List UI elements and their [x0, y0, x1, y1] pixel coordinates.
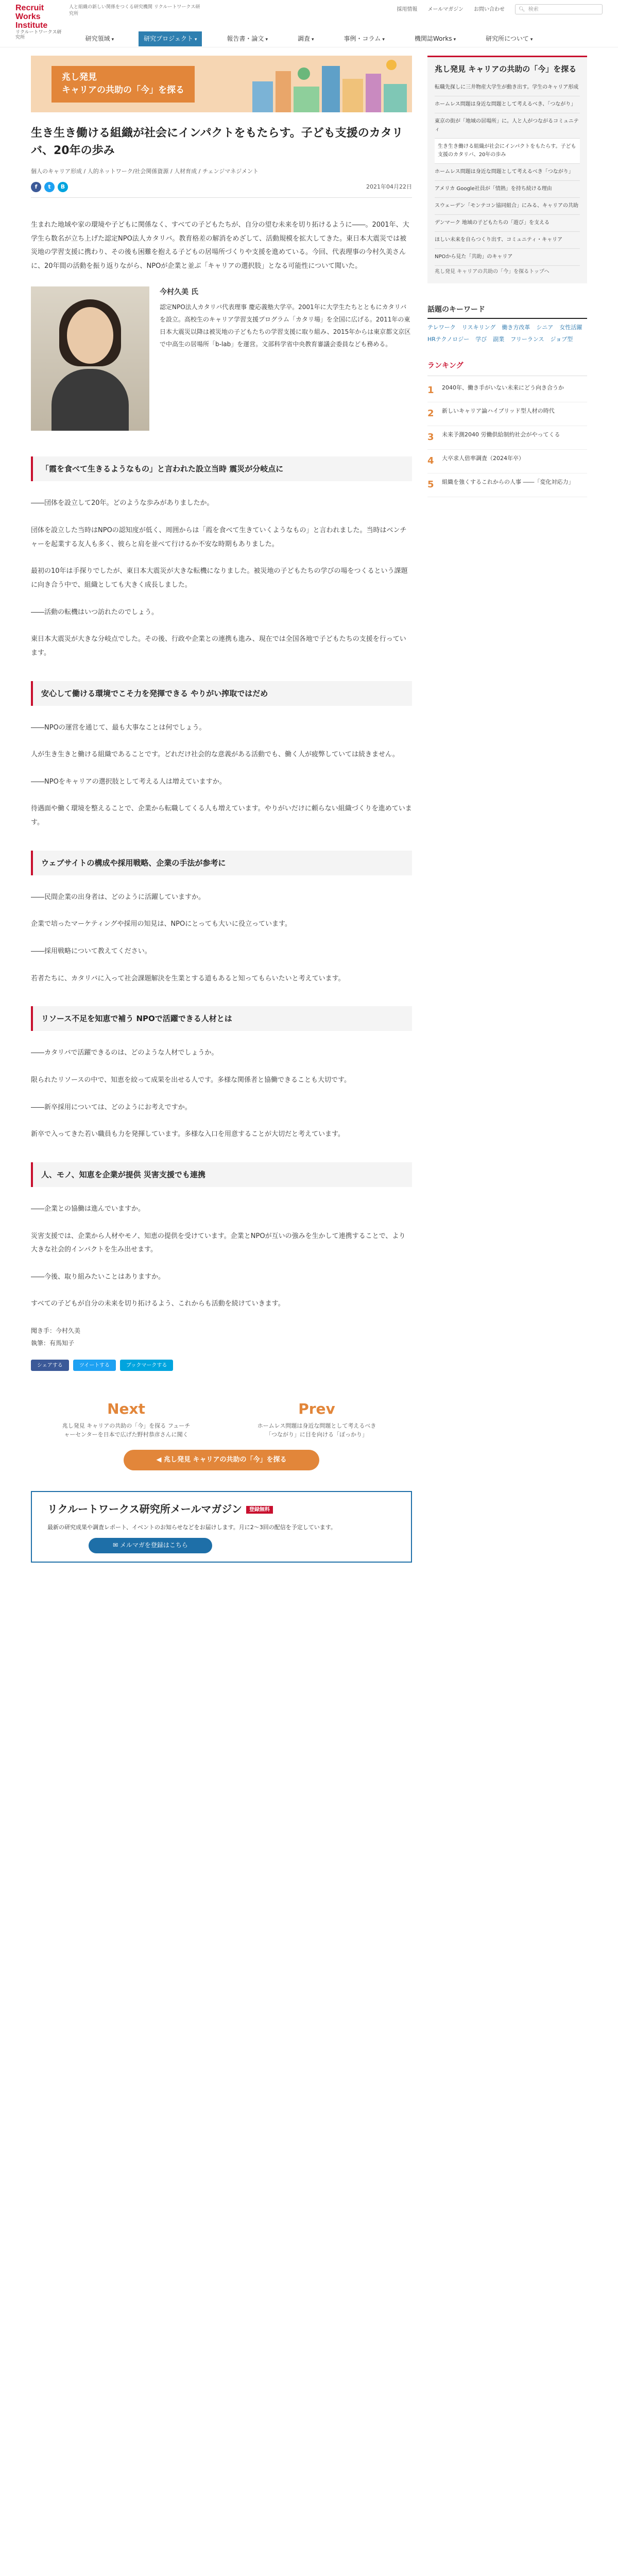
ranking-item[interactable] — [427, 426, 587, 450]
nav-item[interactable] — [480, 31, 538, 46]
series-box-title: 兆し発見 キャリアの共助の「今」を探る — [435, 64, 577, 74]
prev-article-link[interactable] — [252, 1397, 381, 1439]
interviewee-photo — [31, 286, 149, 431]
ranking-text: 大卒求人倍率調査（2024年卒） — [442, 454, 524, 462]
publish-date: 2021年04月22日 — [366, 183, 412, 190]
ranking-number: 1 — [427, 384, 434, 396]
logo-sub: リクルートワークス研究所 — [15, 29, 62, 40]
interviewer: 聞き手：今村久美 — [31, 1327, 81, 1335]
paragraph: 新卒で入ってきた若い職員も力を発揮しています。多様な入口を用意することが大切だと考えています。 — [31, 1130, 345, 1139]
chevron-down-icon: ▾ — [530, 37, 533, 43]
search-input[interactable] — [515, 4, 603, 14]
series-banner[interactable] — [31, 56, 412, 112]
tagline: 人と組織の新しい関係をつくる研究機関 リクルートワークス研究所 — [69, 5, 200, 16]
banner-line2: キャリアの共助の「今」を探る — [62, 85, 184, 95]
chevron-down-icon: ▾ — [111, 37, 114, 43]
ranking-item[interactable] — [427, 402, 587, 426]
profile-name: 今村久美 氏 — [160, 288, 198, 297]
keyword-link[interactable]: テレワーク — [427, 324, 456, 331]
section-heading: 安心して働ける環境でこそ力を発揮できる やりがい搾取ではだめ — [31, 681, 412, 706]
ranking-number: 5 — [427, 479, 434, 490]
article-main — [31, 56, 412, 1583]
paragraph: ――NPOの運営を通じて、最も大事なことは何でしょう。 — [31, 723, 206, 732]
paragraph: 団体を設立した当時はNPOの認知度が低く、周囲からは「霞を食べて生きていくようなもの」と言われました。当時はベンチャーを起業する友人も多く、彼らと肩を並べて行けるか不安な時期もありました。 — [31, 527, 407, 548]
byline — [31, 1325, 412, 1349]
hatena-share-button[interactable]: ブックマークする — [120, 1360, 173, 1371]
chevron-down-icon: ▾ — [311, 37, 314, 43]
keyword-link[interactable]: 働き方改革 — [502, 324, 530, 331]
mailmagazine-link[interactable]: メールマガジン — [427, 6, 464, 12]
ranking-number: 4 — [427, 455, 434, 466]
series-item[interactable]: ホームレス問題は身近な問題として考えるべき、「つながり」 — [435, 96, 580, 113]
contact-link[interactable]: お問い合わせ — [474, 6, 505, 12]
mag-badge: 登録無料 — [246, 1506, 273, 1514]
keyword-link[interactable]: 副業 — [493, 336, 505, 343]
twitter-share-button[interactable]: ツイートする — [73, 1360, 116, 1371]
keyword-link[interactable]: リスキリング — [461, 324, 496, 331]
logo-line3: Institute — [15, 21, 48, 30]
mag-button-label: メルマガを登録はこちら — [119, 1541, 188, 1549]
main-nav — [0, 31, 618, 47]
ranking-text: 新しいキャリア論ハイブリッド型人材の時代 — [442, 408, 555, 415]
paragraph: ――NPOをキャリアの選択肢として考える人は増えていますか。 — [31, 777, 226, 786]
facebook-icon[interactable]: f — [31, 182, 41, 192]
back-to-series-button[interactable] — [124, 1450, 319, 1470]
series-item[interactable]: 東京の街が「地域の居場所」に。人と人がつながるコミュニティ — [435, 113, 580, 139]
ranking-text: 組織を強くするこれからの人事 ――「変化対応力」 — [442, 478, 574, 485]
profile-text: 認定NPO法人カタリバ代表理事 慶応義塾大学卒。2001年に大学生たちとともにカタリバを設立。高校生のキャリア学習支援プログラム「カタリ場」を全国に広げる。2011年の東日本大震災以降は被災地の子どもたちの学習支援に取り組み、2015年からは東京都文京区で中高生の居場所「b-lab」を運営。文部科学省中央教育審議会委員なども務める。 — [160, 303, 411, 348]
category-tags: 個人のキャリア形成 / 人的ネットワーク/社会関係資源 / 人材育成 / チェンジマネジメント — [31, 168, 259, 175]
paragraph: 最初の10年は手探りでしたが、東日本大震災が大きな転機になりました。被災地の子どもたちの学びの場をつくるという課題に向き合う中で、組織としても大きく成長しました。 — [31, 567, 408, 589]
article-body — [31, 456, 412, 1311]
series-item[interactable]: 転職先探しに三井物産大学生が動き出す。学生のキャリア形成 — [435, 79, 580, 96]
keyword-link[interactable]: 女性活躍 — [559, 324, 582, 331]
prev-text: ホームレス問題は身近な問題として考えるべき「つながり」に目を向ける「ぽっかり」 — [257, 1422, 376, 1438]
keyword-link[interactable]: 学び — [475, 336, 487, 343]
divider — [31, 197, 412, 198]
series-more-link[interactable]: 兆し発見 キャリアの共助の「今」を探るトップへ — [435, 268, 550, 275]
nav-item[interactable] — [409, 31, 461, 46]
paragraph: ――採用戦略について教えてください。 — [31, 947, 151, 956]
nav-item-label: 研究所について — [486, 35, 529, 43]
paragraph: 限られたリソースの中で、知恵を絞って成果を出せる人です。多様な関係者と協働できることも大切です。 — [31, 1076, 351, 1084]
recruit-link[interactable]: 採用情報 — [397, 6, 418, 12]
nav-item-label: 研究領域 — [85, 35, 110, 43]
logo-line1: Recruit — [15, 4, 44, 12]
prev-label: Prev — [298, 1400, 335, 1418]
chevron-down-icon: ▾ — [453, 37, 456, 43]
nav-item-label: 調査 — [297, 35, 310, 43]
article-intro: 生まれた地域や家の環境や子どもに関係なく、すべての子どもたちが、自分の望む未来を切り拓けるように――。2001年、大学生ら数名が立ち上げた認定NPO法人カタリバ。教育格差の解消をめざして、活動規模を拡大してきた。東日本大震災では被災地の学習支援に携わり、その後も困難を抱える子どもの居場所づくりや支援を進めている。今回、代表理事の今村久美さんに、20年間の活動を振り返りながら、NPOが企業と並ぶ「キャリアの選択肢」となる可能性について聞いた。 — [31, 221, 409, 270]
ranking-text: 未来予測2040 労働供給制約社会がやってくる — [442, 431, 560, 438]
paragraph: ――活動の転機はいつ訪れたのでしょう。 — [31, 608, 159, 616]
next-label: Next — [107, 1400, 145, 1418]
ranking-item[interactable] — [427, 473, 587, 497]
paragraph: すべての子どもが自分の未来を切り拓けるよう、これからも活動を続けていきます。 — [31, 1300, 285, 1308]
twitter-icon[interactable]: t — [44, 182, 55, 192]
nav-item[interactable] — [293, 31, 319, 46]
sidebar — [427, 56, 587, 1583]
back-label: 兆し発見 キャリアの共助の「今」を探る — [164, 1455, 287, 1464]
series-box — [427, 56, 587, 283]
article-title: 生き生き働ける組織が社会にインパクトをもたらす。子ども支援のカタリバ、20年の歩み — [31, 127, 403, 158]
paragraph: 待遇面や働く環境を整えることで、企業から転職してくる人も増えています。やりがいだけに頼らない組織づくりを進めています。 — [31, 805, 412, 827]
search-placeholder: 検索 — [528, 6, 539, 12]
mag-title: リクルートワークス研究所メールマガジン — [47, 1502, 242, 1515]
ranking-number: 2 — [427, 408, 434, 419]
paragraph: 東日本大震災が大きな分岐点でした。その後、行政や企業との連携も進み、現在では全国各地で子どもたちの支援を行っています。 — [31, 635, 406, 657]
series-item[interactable]: ホームレス問題は身近な問題として考えるべき「つながり」 — [435, 164, 580, 181]
paragraph: 人が生き生きと働ける組織であることです。どれだけ社会的な意義がある活動でも、働く人が疲弊していては続きません。 — [31, 751, 399, 759]
category-tag[interactable]: 個人のキャリア形成 — [31, 168, 82, 175]
nav-item-label: 研究プロジェクト — [144, 35, 193, 43]
interviewee-profile — [31, 286, 412, 431]
ranking-item[interactable] — [427, 379, 587, 403]
paragraph: ――団体を設立して20年。どのような歩みがありましたか。 — [31, 499, 214, 507]
nav-item[interactable] — [339, 31, 390, 46]
nav-item[interactable] — [80, 31, 119, 46]
paragraph: ――カタリバで活躍できるのは、どのような人材でしょうか。 — [31, 1049, 218, 1057]
series-item[interactable]: 生き生き働ける組織が社会にインパクトをもたらす。子ども支援のカタリバ、20年の歩み — [435, 139, 580, 164]
nav-item-label: 機関誌Works — [414, 35, 452, 43]
keyword-link[interactable]: HRテクノロジー — [427, 336, 470, 343]
paragraph: 企業で培ったマーケティングや採用の知見は、NPOにとっても大いに役立っています。 — [31, 920, 291, 928]
site-logo[interactable] — [15, 4, 62, 40]
chevron-down-icon: ▾ — [265, 37, 268, 43]
section-heading: 「霞を食べて生きるようなもの」と言われた設立当時 震災が分岐点に — [31, 456, 412, 481]
ranking-title: ランキング — [427, 360, 587, 376]
top-links — [397, 4, 603, 14]
arrow-left-icon: ◀ — [156, 1455, 164, 1464]
mailmagazine-box — [31, 1491, 412, 1563]
keyword-link[interactable]: フリーランス — [510, 336, 544, 343]
banner-line1: 兆し発見 — [62, 72, 97, 82]
ranking-item[interactable] — [427, 450, 587, 473]
category-tag[interactable]: 人材育成 / チェンジマネジメント — [174, 168, 259, 175]
chevron-down-icon: ▾ — [194, 37, 197, 43]
mag-subscribe-button[interactable] — [89, 1538, 212, 1553]
pagination — [31, 1397, 412, 1439]
keyword-link[interactable]: シニア — [536, 324, 554, 331]
series-item[interactable]: デンマーク 地域の子どもたちの「遊び」を支える — [435, 215, 580, 232]
nav-item[interactable] — [139, 31, 202, 46]
hatena-icon[interactable]: B — [58, 182, 68, 192]
paragraph: ――民間企業の出身者は、どのように活躍していますか。 — [31, 893, 205, 901]
series-item[interactable]: アメリカ Google社員が「情熱」を持ち続ける理由 — [435, 181, 580, 198]
keyword-link[interactable]: ジョブ型 — [550, 336, 573, 343]
keywords-title: 話題のキーワード — [427, 304, 587, 319]
section-heading: 人、モノ、知恵を企業が提供 災害支援でも連携 — [31, 1162, 412, 1187]
ranking — [427, 360, 587, 497]
city-illustration — [242, 56, 412, 112]
paragraph: 災害支援では、企業から人材やモノ、知恵の提供を受けています。企業とNPOが互いの強みを生かして連携することで、より大きな社会的インパクトを生み出せます。 — [31, 1232, 406, 1254]
writer: 執筆：有馬知子 — [31, 1340, 75, 1347]
paragraph: 若者たちに、カタリバに入って社会課題解決を生業とする道もあると知ってもらいたいと考えています。 — [31, 974, 345, 982]
mag-text: 最新の研究成果や調査レポート、イベントのお知らせなどをお届けします。月に2〜3回の配信を予定しています。 — [47, 1523, 336, 1531]
section-heading: リソース不足を知恵で補う NPOで活躍できる人材とは — [31, 1006, 412, 1031]
paragraph: ――新卒採用については、どのようにお考えですか。 — [31, 1103, 192, 1111]
share-buttons — [31, 1360, 412, 1371]
facebook-share-button[interactable]: シェアする — [31, 1360, 69, 1371]
ranking-text: 2040年、働き手がいない未来にどう向き合うか — [442, 384, 564, 391]
section-heading: ウェブサイトの構成や採用戦略、企業の手法が参考に — [31, 851, 412, 875]
nav-item[interactable] — [221, 31, 273, 46]
paragraph: ――今後、取り組みたいことはありますか。 — [31, 1273, 165, 1281]
next-article-link[interactable] — [62, 1397, 191, 1439]
logo-line2: Works — [15, 12, 41, 21]
paragraph: ――企業との協働は進んでいますか。 — [31, 1205, 145, 1213]
chevron-down-icon: ▾ — [382, 37, 385, 43]
nav-item-label: 報告書・論文 — [227, 35, 264, 43]
search-icon: 🔍︎ — [519, 6, 525, 12]
ranking-number: 3 — [427, 432, 434, 443]
series-item[interactable]: NPOから見た「共助」のキャリア — [435, 249, 580, 266]
series-item[interactable]: ほしい未来を自らつくり出す、コミュニティ・キャリア — [435, 232, 580, 249]
mail-icon: ✉ — [113, 1541, 120, 1549]
series-item[interactable]: スウェーデン「モンテコン協同組合」にみる、キャリアの共助 — [435, 198, 580, 215]
next-text: 兆し発見 キャリアの共助の「今」を探る フューチャーセンターを日本で広げた野村恭彦さんに聞く — [62, 1422, 191, 1438]
category-tag[interactable]: 人的ネットワーク/社会関係資源 — [87, 168, 169, 175]
keywords — [427, 304, 587, 345]
nav-item-label: 事例・コラム — [344, 35, 381, 43]
